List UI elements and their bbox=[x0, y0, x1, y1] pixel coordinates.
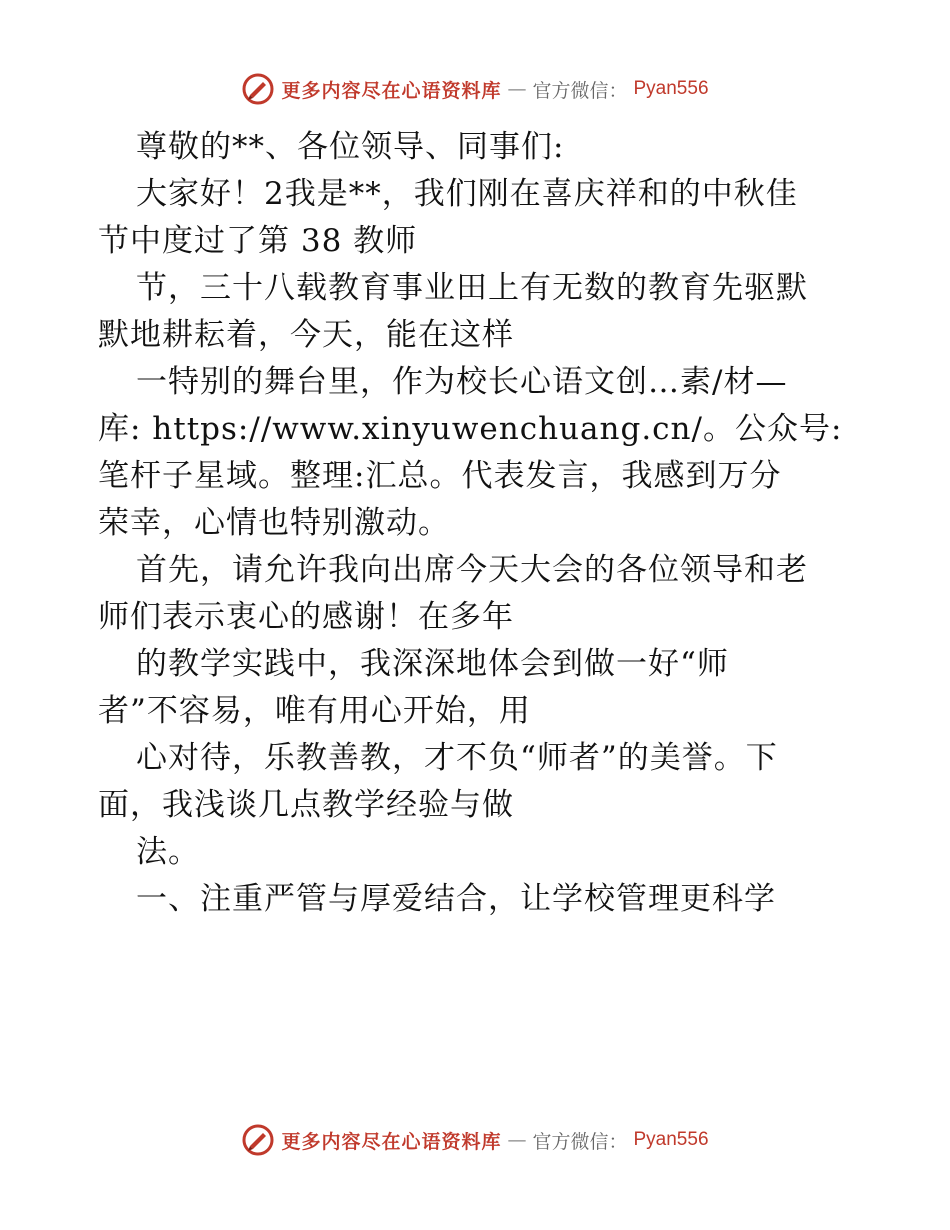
pen-logo-icon bbox=[241, 72, 275, 106]
body-line: 库: https://www.xinyuwenchuang.cn/。公众号: bbox=[98, 411, 843, 447]
body-line: 师们表示衷心的感谢！在多年 bbox=[98, 599, 514, 635]
body-line: 法。 bbox=[136, 834, 200, 870]
watermark-site-text: 更多内容尽在心语资料库 bbox=[281, 1130, 502, 1153]
body-line: 面，我浅谈几点教学经验与做 bbox=[98, 787, 514, 823]
watermark-wechat-id: Pyan556 bbox=[633, 78, 709, 99]
watermark-dash: — bbox=[507, 78, 527, 100]
body-line: 尊敬的**、各位领导、同事们: bbox=[136, 129, 565, 165]
watermark-official-text: 官方微信： bbox=[532, 79, 628, 102]
body-line: 节，三十八载教育事业田上有无数的教育先驱默 bbox=[136, 270, 808, 306]
body-line: 默地耕耘着，今天，能在这样 bbox=[98, 317, 514, 353]
body-line: 笔杆子星域。整理:汇总。代表发言，我感到万分 bbox=[98, 458, 782, 494]
body-line: 一特别的舞台里，作为校长心语文创…素/材— bbox=[136, 364, 788, 400]
body-line: 的教学实践中，我深深地体会到做一好“师 bbox=[136, 646, 729, 682]
pen-logo-icon bbox=[241, 1123, 275, 1157]
document-body bbox=[98, 124, 858, 923]
body-line: 首先，请允许我向出席今天大会的各位领导和老 bbox=[136, 552, 808, 588]
watermark-official-text: 官方微信： bbox=[532, 1130, 628, 1153]
body-line: 者”不容易，唯有用心开始，用 bbox=[98, 693, 531, 729]
body-line: 大家好！2我是**，我们刚在喜庆祥和的中秋佳 bbox=[136, 176, 798, 212]
body-line: 心对待，乐教善教，才不负“师者”的美誉。下 bbox=[136, 740, 778, 776]
header-watermark bbox=[0, 72, 950, 106]
body-line: 节中度过了第 38 教师 bbox=[98, 223, 418, 259]
footer-watermark bbox=[0, 1123, 950, 1157]
watermark-dash: — bbox=[507, 1129, 527, 1151]
watermark-wechat-id: Pyan556 bbox=[633, 1129, 709, 1150]
body-line: 一、注重严管与厚爱结合，让学校管理更科学 bbox=[136, 881, 776, 917]
body-line: 荣幸，心情也特别激动。 bbox=[98, 505, 450, 541]
watermark-site-text: 更多内容尽在心语资料库 bbox=[281, 79, 502, 102]
